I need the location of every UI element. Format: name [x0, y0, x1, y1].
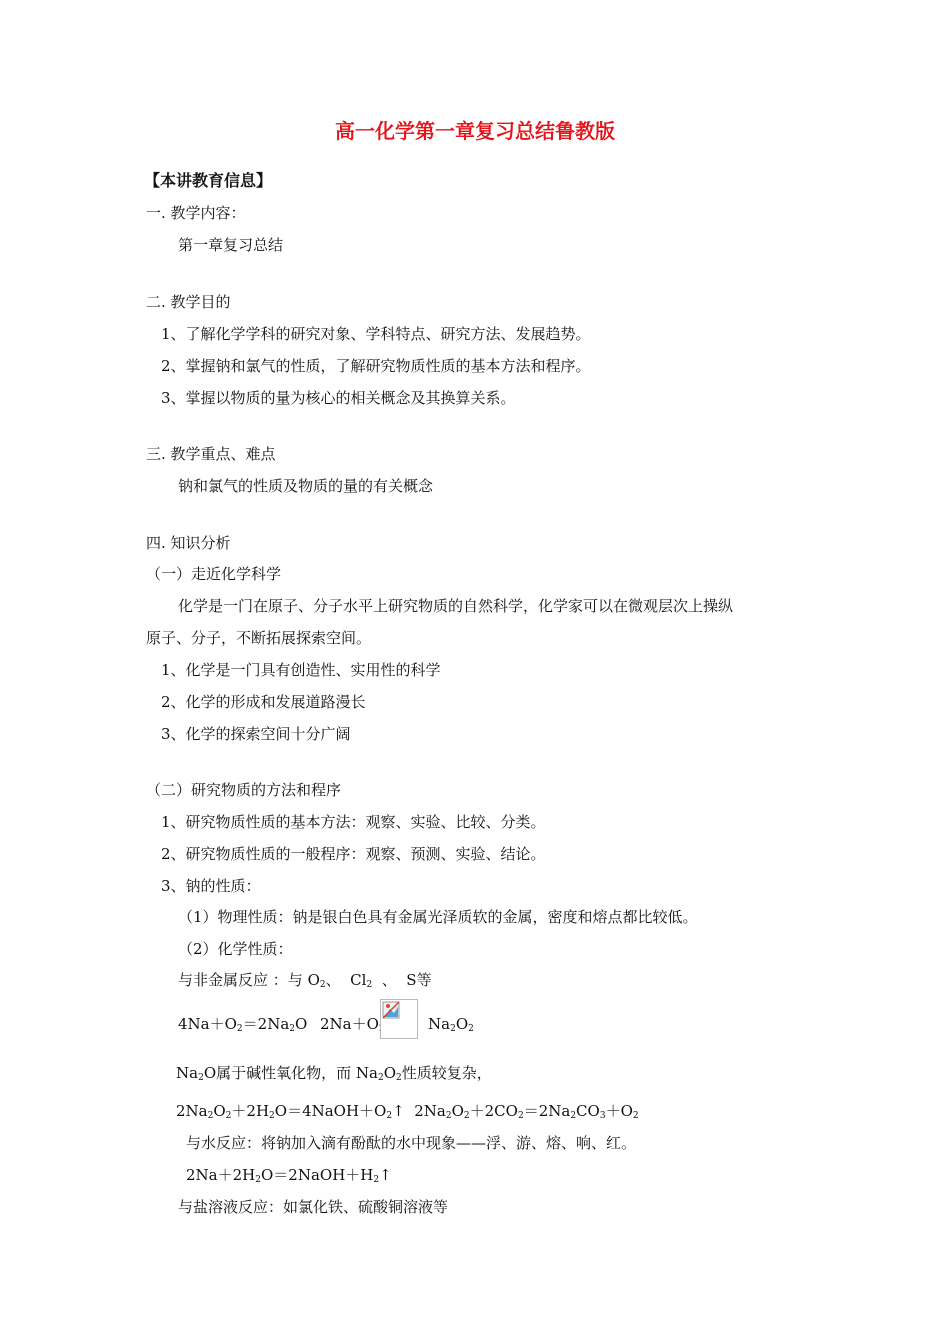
part-1-paragraph-line-2: 原子、分子，不断拓展探索空间。 — [146, 629, 372, 647]
equation-1: $4Na+O_2=2Na_2O$ — [178, 1015, 308, 1034]
physical-properties: （1）物理性质：钠是银白色具有金属光泽质软的金属，密度和熔点都比较低。 — [178, 908, 698, 926]
equation-2-left: 2Na＋O — [320, 1015, 379, 1033]
broken-image-icon — [381, 1000, 417, 1038]
chemical-properties: （2）化学性质： — [178, 940, 293, 958]
part-2-item-3: 3、钠的性质： — [161, 877, 261, 895]
objective-item-2: 2、掌握钠和氯气的性质，了解研究物质性质的基本方法和程序。 — [161, 357, 591, 375]
objective-item-1: 1、了解化学学科的研究对象、学科特点、研究方法、发展趋势。 — [161, 325, 591, 343]
salt-solution-reaction: 与盐溶液反应：如氯化铁、硫酸铜溶液等 — [178, 1198, 449, 1216]
document-title: 高一化学第一章复习总结鲁教版 — [335, 119, 615, 143]
section-3-body: 钠和氯气的性质及物质的量的有关概念 — [178, 477, 434, 495]
reaction-condition-image — [380, 999, 418, 1039]
o2-formula: $O_2$ — [307, 971, 326, 990]
cl2-formula: $Cl_2$ — [350, 971, 373, 990]
equation-4: $2Na+2H_2O=2NaOH+H_2↑$ — [186, 1166, 392, 1185]
section-header: 【本讲教育信息】 — [144, 171, 273, 190]
part-1-paragraph-line-1: 化学是一门在原子、分子水平上研究物质的自然科学，化学家可以在微观层次上操纵 — [178, 597, 734, 615]
section-2-heading: 二. 教学目的 — [146, 293, 231, 311]
equation-3: $2Na_2O_2+2H_2O=4NaOH+O_2↑$ $2Na_2O_2+2CO_2=2Na_2CO_3+O_2$ — [176, 1102, 639, 1121]
section-4-heading: 四. 知识分析 — [146, 534, 231, 552]
na2o-description: $Na_2O$属于碱性氧化物，而 $Na_2O_2$性质较复杂， — [176, 1064, 492, 1083]
equation-2-right: $Na_2O_2$ — [428, 1015, 474, 1034]
part-2-item-1: 1、研究物质性质的基本方法：观察、实验、比较、分类。 — [161, 813, 546, 831]
part-2-item-2: 2、研究物质性质的一般程序：观察、预测、实验、结论。 — [161, 845, 546, 863]
nonmetal-label: 与非金属反应 ：与 — [178, 971, 303, 989]
part-1-item-1: 1、化学是一门具有创造性、实用性的科学 — [161, 661, 441, 679]
part-1-heading: （一）走近化学科学 — [146, 565, 282, 583]
part-1-item-2: 2、化学的形成和发展道路漫长 — [161, 693, 366, 711]
water-reaction: 与水反应：将钠加入滴有酚酞的水中现象——浮、游、熔、响、红。 — [186, 1134, 637, 1152]
sulfur-formula: S — [406, 971, 417, 989]
objective-item-3: 3、掌握以物质的量为核心的相关概念及其换算关系。 — [161, 389, 516, 407]
part-1-item-3: 3、化学的探索空间十分广阔 — [161, 725, 351, 743]
section-1-body: 第一章复习总结 — [178, 236, 284, 254]
section-1-heading: 一. 教学内容： — [146, 204, 246, 222]
part-2-heading: （二）研究物质的方法和程序 — [146, 781, 342, 799]
section-3-heading: 三. 教学重点、难点 — [146, 445, 276, 463]
nonmetal-reaction-line: 与非金属反应 ：与 $O_2$、 $Cl_2$ 、 S等 — [178, 971, 432, 990]
